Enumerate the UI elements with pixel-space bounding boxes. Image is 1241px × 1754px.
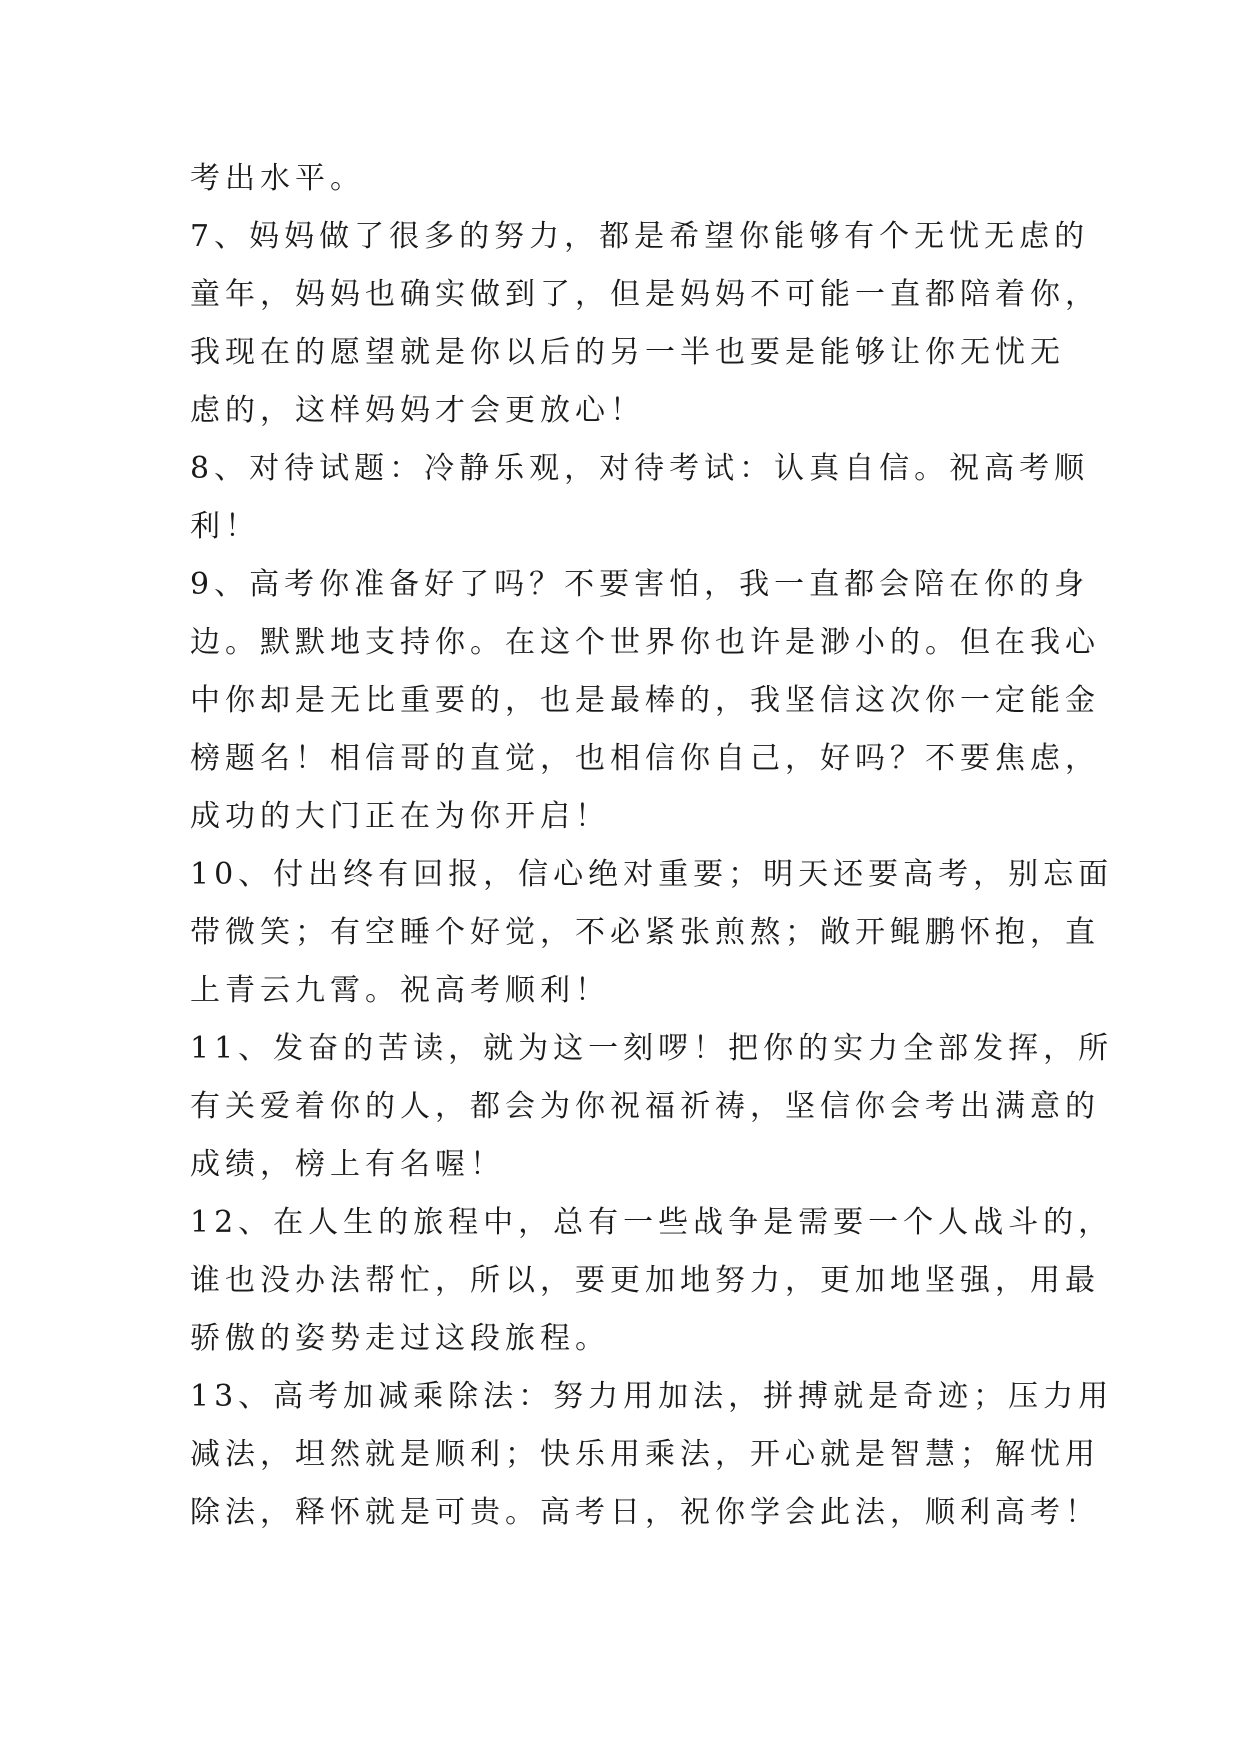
text-line: 有关爱着你的人，都会为你祝福祈祷，坚信你会考出满意的 [190,1089,1100,1124]
text-line: 成绩，榜上有名喔！ [190,1147,505,1182]
text-line: 利！ [190,509,260,544]
text-line: 12、在人生的旅程中，总有一些战争是需要一个人战斗的， [190,1205,1114,1240]
text-line: 我现在的愿望就是你以后的另一半也要是能够让你无忧无 [190,335,1065,370]
text-line: 虑的，这样妈妈才会更放心！ [190,393,645,428]
text-line: 减法，坦然就是顺利；快乐用乘法，开心就是智慧；解忧用 [190,1437,1100,1472]
body-text [190,150,1114,1542]
text-line: 上青云九霄。祝高考顺利！ [190,973,610,1008]
text-line: 谁也没办法帮忙，所以，要更加地努力，更加地坚强，用最 [190,1263,1100,1298]
text-line: 8、对待试题：冷静乐观，对待考试：认真自信。祝高考顺 [190,451,1090,486]
text-line: 中你却是无比重要的，也是最棒的，我坚信这次你一定能金 [190,683,1100,718]
text-line: 边。默默地支持你。在这个世界你也许是渺小的。但在我心 [190,625,1100,660]
text-line: 7、妈妈做了很多的努力，都是希望你能够有个无忧无虑的 [190,219,1090,254]
text-line: 考出水平。 [190,161,365,196]
text-line: 带微笑；有空睡个好觉，不必紧张煎熬；敞开鲲鹏怀抱，直 [190,915,1100,950]
text-line: 成功的大门正在为你开启！ [190,799,610,834]
text-line: 除法，释怀就是可贵。高考日，祝你学会此法，顺利高考！ [190,1495,1100,1530]
text-line: 11、发奋的苦读，就为这一刻啰！把你的实力全部发挥，所 [190,1031,1114,1066]
text-line: 10、付出终有回报，信心绝对重要；明天还要高考，别忘面 [190,857,1114,892]
text-line: 9、高考你准备好了吗？不要害怕，我一直都会陪在你的身 [190,567,1090,602]
text-line: 骄傲的姿势走过这段旅程。 [190,1321,610,1356]
text-line: 榜题名！相信哥的直觉，也相信你自己，好吗？不要焦虑， [190,741,1100,776]
text-line: 童年，妈妈也确实做到了，但是妈妈不可能一直都陪着你， [190,277,1100,312]
text-line: 13、高考加减乘除法：努力用加法，拼搏就是奇迹；压力用 [190,1379,1114,1414]
